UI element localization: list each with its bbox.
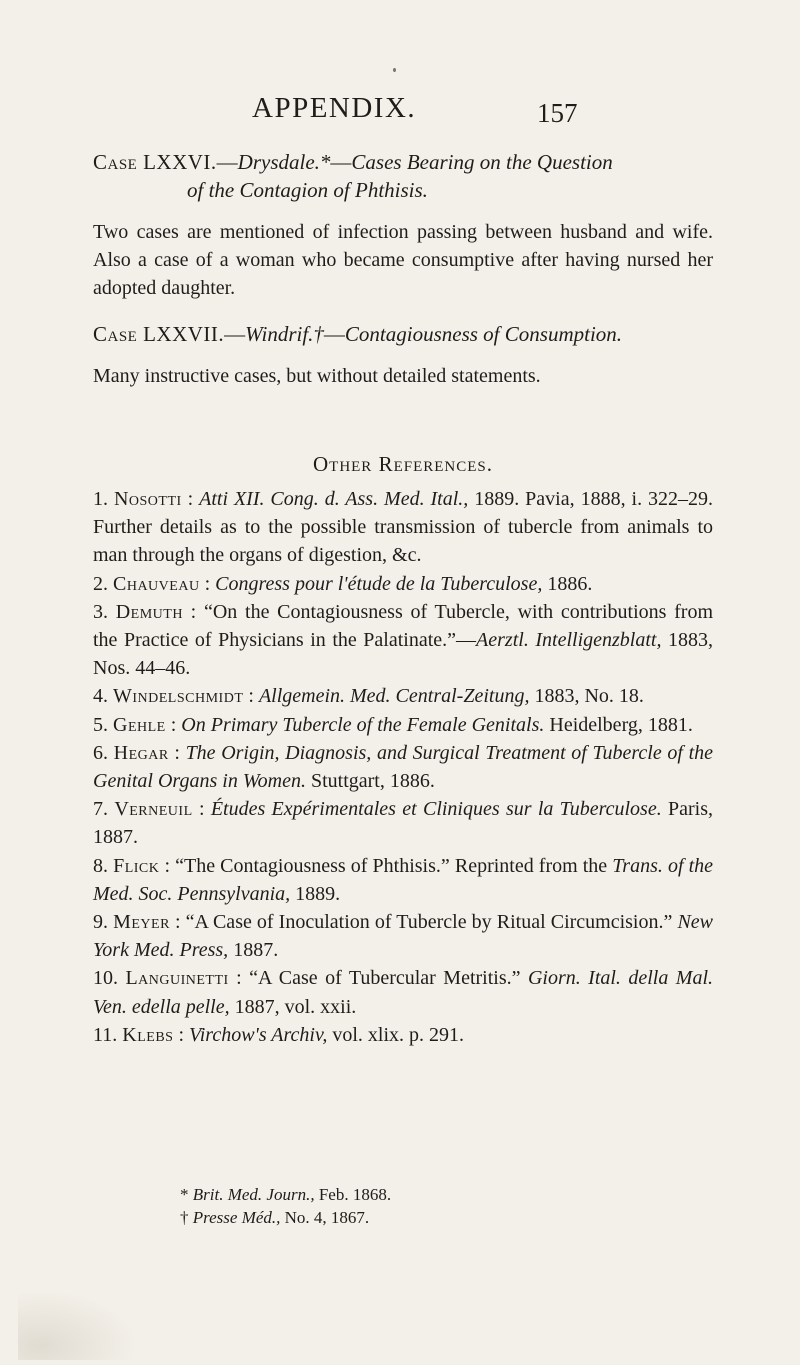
reference-author: Klebs <box>122 1023 174 1046</box>
dash: — <box>216 150 238 174</box>
reference-item <box>93 964 713 1020</box>
reference-title: “A Case of Inoculation of Tubercle by Ritual Circumcision.” <box>185 911 678 934</box>
reference-author: Hegar <box>113 741 169 764</box>
reference-number: 9. <box>93 911 108 934</box>
case-77-label: Case LXXVII. <box>93 322 225 346</box>
dash: — <box>323 322 345 346</box>
reference-author: Demuth <box>115 600 183 623</box>
separator: : <box>169 911 186 934</box>
case-76-title: Cases Bearing on the Question <box>351 150 613 174</box>
reference-source: Giorn. Ital. della Mal. Ven. edella pelle, <box>93 967 714 1018</box>
print-speck <box>393 68 396 72</box>
reference-title: “A Case of Tubercular Metritis.” <box>249 967 528 990</box>
other-references-heading: Other References. <box>312 452 493 476</box>
reference-author: Meyer <box>113 911 170 934</box>
reference-author: Nosotti <box>113 488 182 510</box>
reference-number: 10. <box>93 967 118 990</box>
case-76-author: Drysdale.* <box>237 150 331 174</box>
reference-number: 4. <box>93 685 108 708</box>
footnote-detail: Feb. 1868. <box>314 1185 392 1204</box>
reference-item <box>93 795 713 851</box>
reference-detail: 1883, No. 18. <box>529 685 644 708</box>
reference-source: Congress pour l'étude de la Tuberculose, <box>215 572 543 595</box>
reference-detail: 1889. <box>290 882 341 905</box>
case-77-title: Contagiousness of Consumption. <box>344 322 623 346</box>
reference-number: 3. <box>93 600 108 623</box>
reference-author: Verneuil <box>114 798 193 821</box>
separator: : <box>181 488 200 510</box>
reference-item <box>93 682 713 710</box>
footnote <box>93 1183 713 1206</box>
case-77-author: Windrif.† <box>245 322 324 346</box>
reference-number: 6. <box>93 741 108 764</box>
reference-detail: 1889. Pavia, 1888, i. 322–29. Further details as to the possible transmission of tubercle from animals to man through the organs of digestion, &c. <box>93 488 714 567</box>
reference-source: Allgemein. Med. Central-Zeitung, <box>258 685 530 708</box>
reference-detail: 1883, Nos. 44–46. <box>93 629 714 680</box>
separator: : <box>173 1023 189 1046</box>
reference-source: Études Expérimentales et Cliniques sur la Tuberculose. <box>210 798 662 821</box>
reference-author: Chauveau <box>113 572 200 595</box>
reference-title: “The Contagiousness of Phthisis.” Reprinted from the <box>175 854 613 877</box>
separator: : <box>243 685 259 708</box>
main-text <box>93 148 713 1049</box>
reference-item <box>93 570 713 598</box>
reference-number: 8. <box>93 854 108 877</box>
reference-item <box>93 852 713 908</box>
reference-title: “On the Contagiousness of Tubercle, with contributions from the Practice of Physicians in the Palatinate.”— <box>93 600 714 652</box>
reference-author: Flick <box>113 854 160 877</box>
reference-item <box>93 739 713 795</box>
reference-detail: 1886. <box>542 572 593 595</box>
reference-detail: vol. xlix. p. 291. <box>327 1023 465 1046</box>
reference-number: 1. <box>93 488 108 510</box>
footnote-source: Brit. Med. Journ., <box>192 1185 315 1204</box>
reference-detail: Heidelberg, 1881. <box>544 713 693 736</box>
case-76-heading <box>93 148 713 204</box>
reference-item <box>93 598 713 683</box>
reference-detail: 1887. <box>228 939 279 962</box>
running-head <box>0 92 800 132</box>
separator: : <box>168 741 186 764</box>
footnote-source: Presse Méd., <box>192 1208 281 1227</box>
reference-detail: 1887, vol. xxii. <box>229 995 357 1018</box>
reference-source: New York Med. Press, <box>93 911 714 962</box>
separator: : <box>159 854 176 877</box>
reference-item <box>93 908 713 964</box>
case-76-title-line2: of the Contagion of Phthisis. <box>187 178 428 202</box>
page-number: 157 <box>537 98 578 128</box>
reference-source: The Origin, Diagnosis, and Surgical Treatment of Tubercle of the Genital Organs in Women. <box>93 741 713 793</box>
reference-list <box>93 485 713 1049</box>
case-77-body: Many instructive cases, but without detailed statements. <box>93 365 541 387</box>
reference-item <box>93 711 713 739</box>
separator: : <box>165 713 182 736</box>
footnote-mark: * <box>180 1185 193 1204</box>
running-head-title: APPENDIX. <box>252 92 417 124</box>
case-76-label: Case LXXVI. <box>93 150 217 174</box>
reference-detail: Stuttgart, 1886. <box>305 770 435 793</box>
reference-source: On Primary Tubercle of the Female Genitals. <box>181 713 545 736</box>
reference-item <box>93 1021 713 1049</box>
reference-number: 7. <box>93 798 108 821</box>
paper-stain <box>18 1290 138 1360</box>
reference-author: Languinetti <box>125 967 229 990</box>
reference-detail: Paris, 1887. <box>93 798 714 849</box>
reference-source: Virchow's Archiv, <box>189 1023 328 1046</box>
separator: : <box>199 572 216 595</box>
reference-author: Windelschmidt <box>113 685 244 708</box>
reference-author: Gehle <box>113 713 166 736</box>
reference-source: Atti XII. Cong. d. Ass. Med. Ital., <box>199 488 469 510</box>
reference-number: 2. <box>93 572 108 595</box>
footnote-mark: † <box>180 1208 193 1227</box>
reference-source: Trans. of the Med. Soc. Pennsylvania, <box>93 854 714 905</box>
reference-source: Aerztl. Intelligenzblatt, <box>476 629 662 652</box>
footnotes <box>93 1183 713 1229</box>
separator: : <box>228 967 250 990</box>
dash: — <box>224 322 246 346</box>
footnote-detail: No. 4, 1867. <box>280 1208 370 1227</box>
separator: : <box>192 798 211 821</box>
footnote <box>93 1206 713 1229</box>
reference-number: 11. <box>93 1023 118 1046</box>
separator: : <box>182 600 204 623</box>
case-77-heading <box>93 320 713 348</box>
case-76-body: Two cases are mentioned of infection passing between husband and wife. Also a case of a woman who became consumptive after having nursed her adopted daughter. <box>93 221 713 299</box>
dash: — <box>330 150 352 174</box>
reference-number: 5. <box>93 713 108 736</box>
reference-item <box>93 485 713 570</box>
